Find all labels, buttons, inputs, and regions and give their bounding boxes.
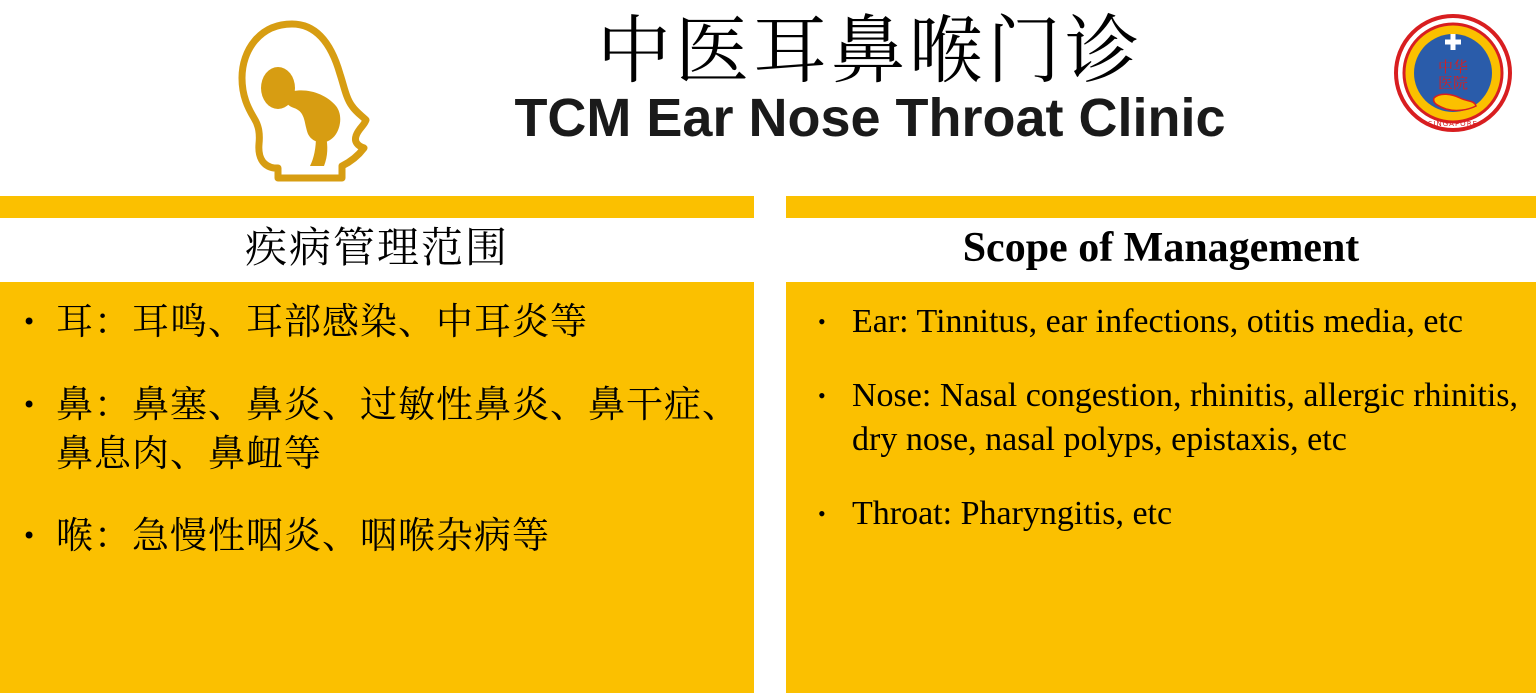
chung-hwa-medical-institution-crest-icon xyxy=(1394,14,1512,132)
scope-list-english xyxy=(796,300,1532,535)
svg-text:中华: 中华 xyxy=(1437,58,1469,76)
scope-panel-english xyxy=(786,282,1536,693)
section-headings xyxy=(0,218,1536,280)
scope-panel-chinese xyxy=(0,282,754,693)
scope-list-chinese xyxy=(4,298,744,561)
section-heading-english: Scope of Management xyxy=(962,225,1360,271)
list-item: • Throat: Pharyngitis, etc xyxy=(796,492,1532,536)
header xyxy=(0,0,1536,196)
list-item: • Ear: Tinnitus, ear infections, otitis media, etc xyxy=(796,300,1532,344)
page-title-english: TCM Ear Nose Throat Clinic xyxy=(514,87,1226,148)
list-item: • 喉：急慢性咽炎、咽喉杂病等 xyxy=(4,512,744,561)
divider-bar-right xyxy=(786,196,1536,218)
svg-text:SINGAPORE: SINGAPORE xyxy=(1428,120,1478,128)
list-item: • Nose: Nasal congestion, rhinitis, allergic rhinitis, dry nose, nasal polyps, epistaxis, etc xyxy=(796,374,1532,462)
divider-bar-left xyxy=(0,196,754,218)
svg-text:医院: 医院 xyxy=(1437,74,1469,92)
head-profile-ent-icon xyxy=(232,16,392,186)
list-item: • 耳：耳鸣、耳部感染、中耳炎等 xyxy=(4,298,744,347)
list-item: • 鼻：鼻塞、鼻炎、过敏性鼻炎、鼻干症、鼻息肉、鼻衄等 xyxy=(4,381,744,479)
page-title-chinese: 中医耳鼻喉门诊 xyxy=(597,8,1143,94)
title-block xyxy=(390,10,1350,148)
divider-bars xyxy=(0,196,1536,218)
section-heading-chinese: 疾病管理范围 xyxy=(244,223,509,272)
